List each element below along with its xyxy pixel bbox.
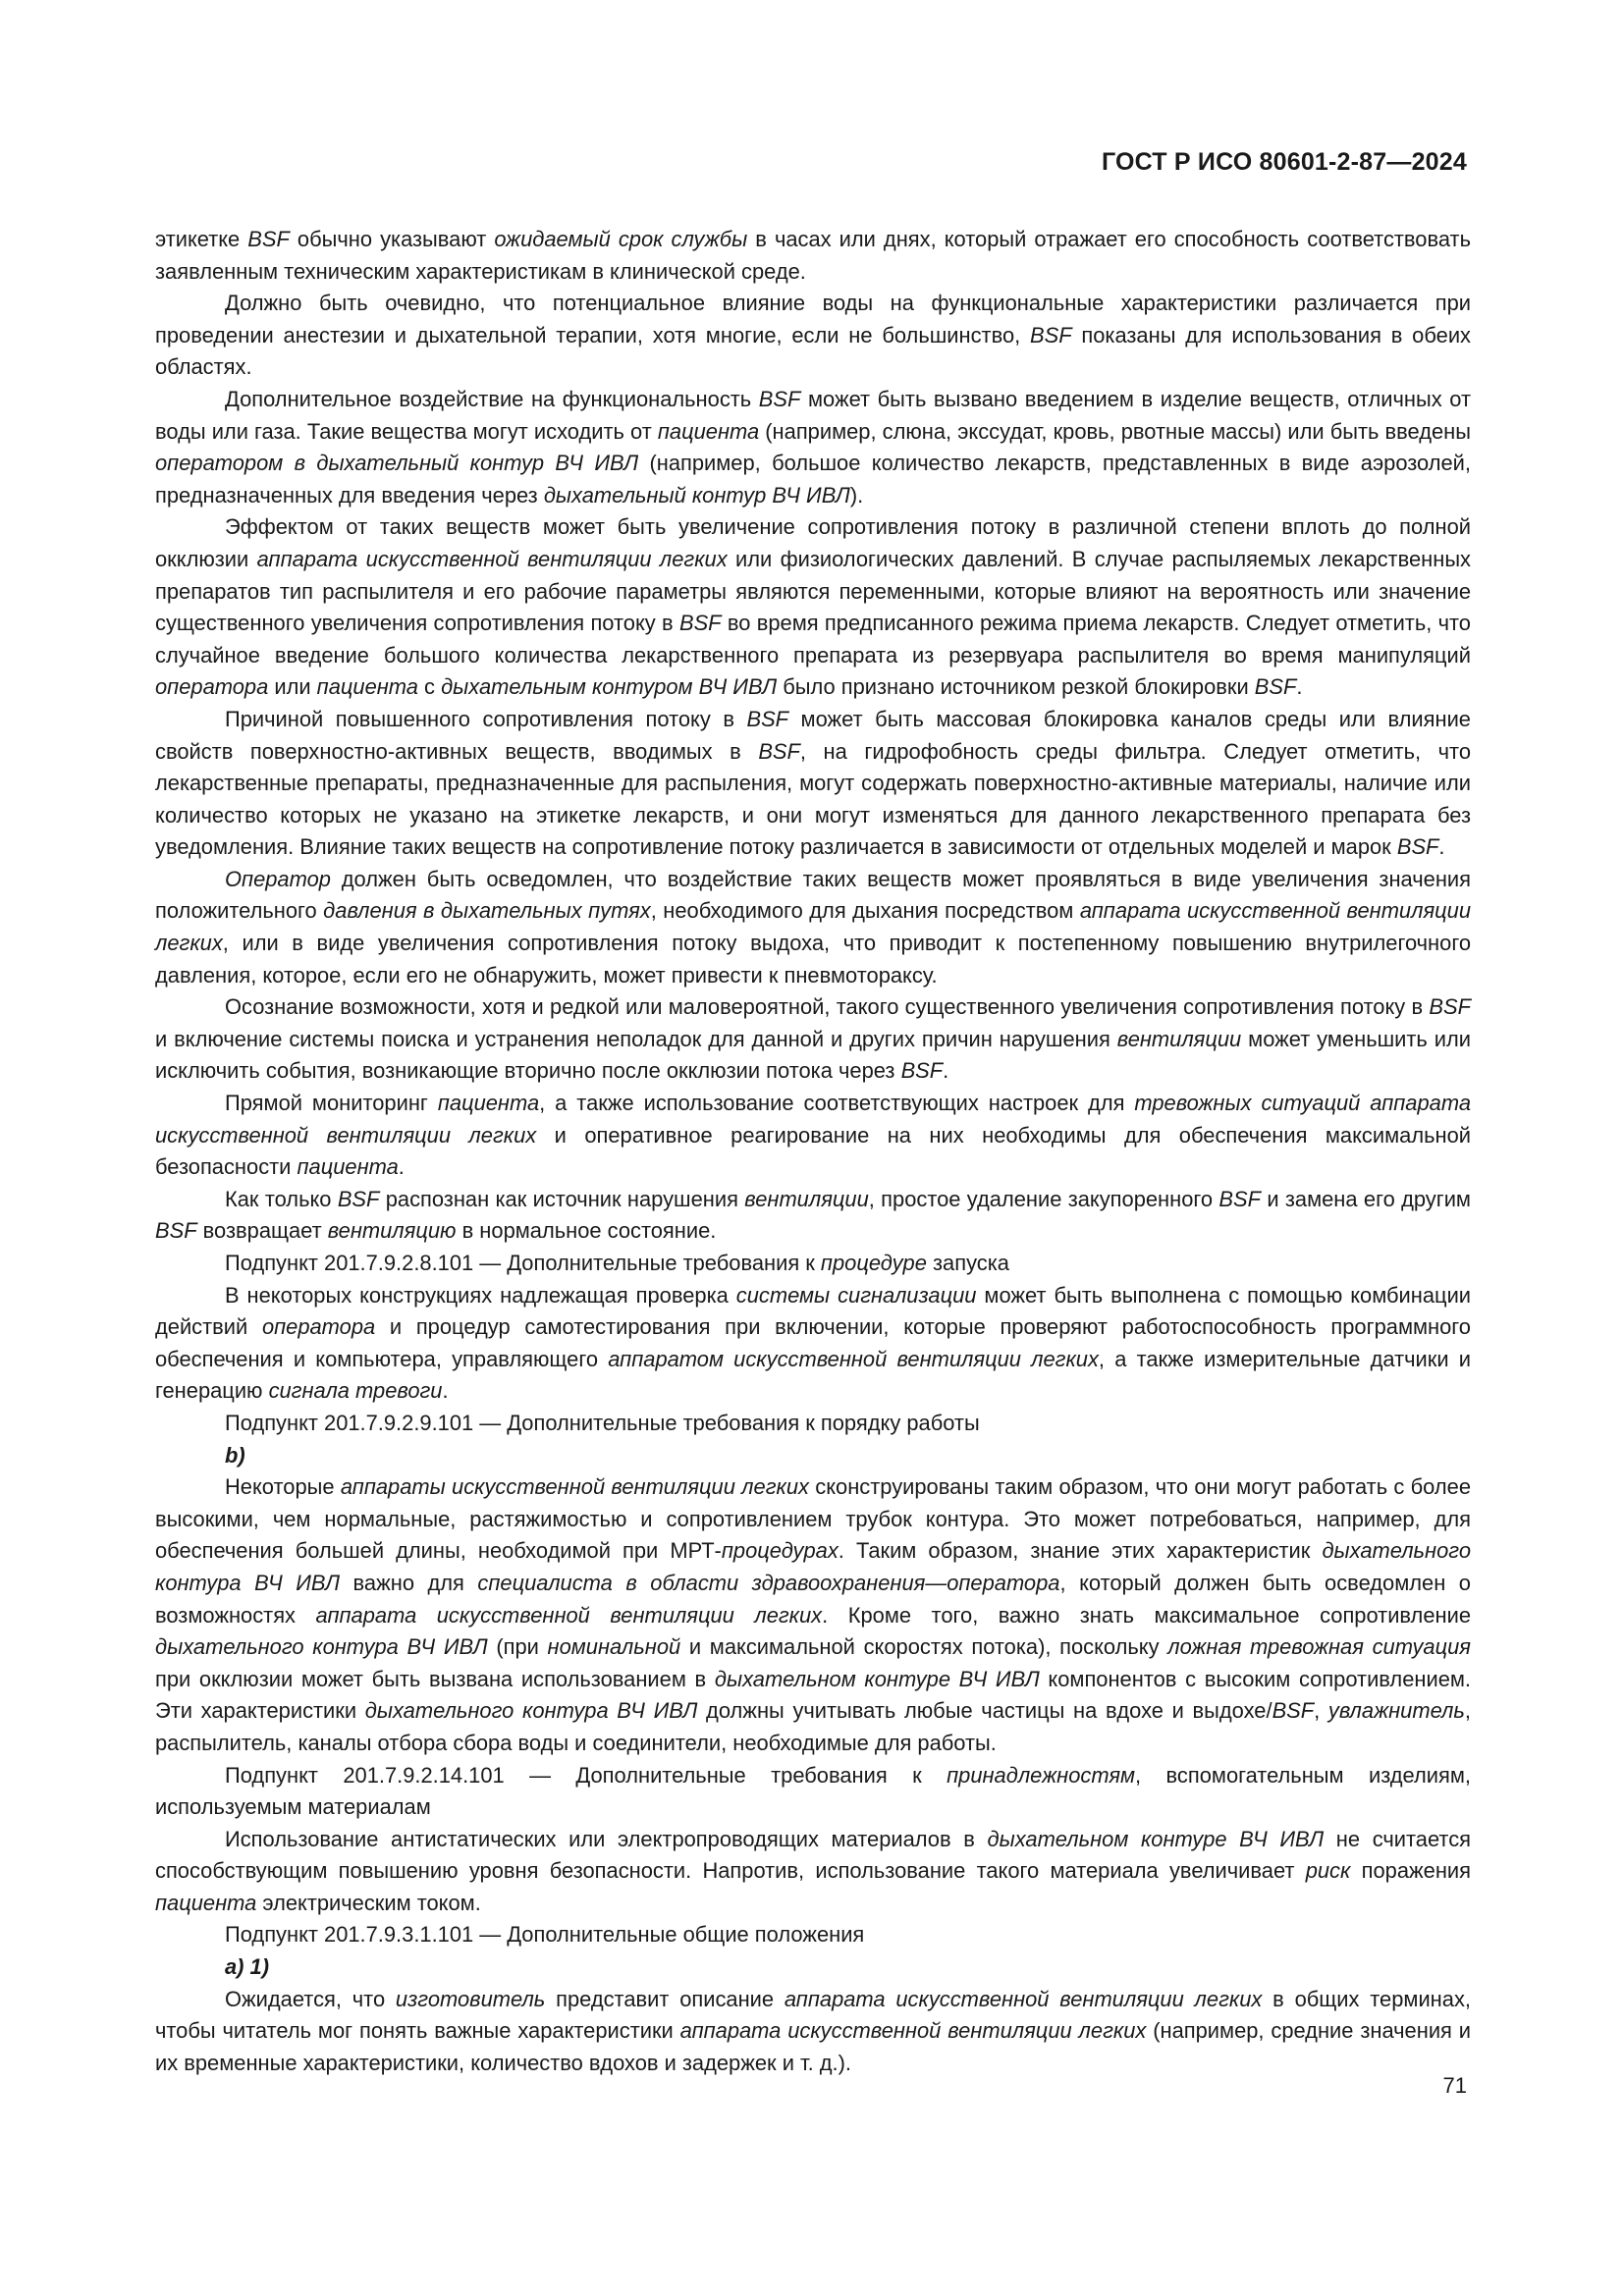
text-run: Прямой мониторинг bbox=[225, 1091, 438, 1116]
paragraph bbox=[155, 1919, 1471, 1951]
text-run: в нормальное состояние. bbox=[456, 1218, 717, 1244]
text-run: ). bbox=[849, 482, 864, 507]
text-run: , распылитель, каналы отбора сбора воды и соединители, необходимые для работы. bbox=[155, 1698, 1471, 1755]
italic-term: пациента bbox=[657, 418, 760, 444]
text-run: распознан как источник нарушения bbox=[379, 1186, 745, 1211]
italic-term: BSF bbox=[678, 611, 722, 636]
text-run: . Таким образом, знание этих характеристик bbox=[838, 1538, 1323, 1564]
italic-term: принадлежностям bbox=[947, 1762, 1136, 1788]
italic-term: BSF bbox=[746, 706, 789, 731]
italic-term: дыхательного контура ВЧ ИВЛ bbox=[364, 1698, 698, 1724]
text-run: возвращает bbox=[196, 1218, 328, 1244]
text-run: Должно быть очевидно, что потенциальное влияние воды на функциональные характеристики различается при проведении анестезии и дыхательной терапии, хотя многие, если не большинство, bbox=[155, 291, 1471, 347]
italic-term: пациента bbox=[297, 1154, 399, 1180]
standard-header: ГОСТ Р ИСО 80601-2-87—2024 bbox=[1101, 148, 1467, 176]
italic-term: Оператор bbox=[225, 866, 331, 891]
italic-term: оператора bbox=[261, 1314, 376, 1340]
italic-term: вентиляции bbox=[1116, 1026, 1242, 1051]
text-run: Дополнительное воздействие на функциональность bbox=[225, 386, 759, 411]
italic-term: BSF bbox=[900, 1058, 944, 1084]
paragraph bbox=[155, 864, 1471, 991]
italic-term: давления в дыхательных путях bbox=[323, 898, 651, 924]
italic-term: аппарата искусственной вентиляции легких bbox=[155, 898, 1472, 956]
paragraph bbox=[155, 1408, 1471, 1440]
text-run: в общих терминах, чтобы читатель мог понять важные характеристики bbox=[155, 1986, 1471, 2044]
text-run: сконструированы таким образом, что они могут работать с более высокими, чем нормальные, растяжимостью и сопротивлением трубок контура. Это может потребоваться, например, для обеспечения большей длины, необходимой при МРТ- bbox=[155, 1474, 1471, 1564]
text-run: не считается способствующим повышению уровня безопасности. Напротив, использование такого материала увеличивает bbox=[155, 1826, 1472, 1884]
italic-term: процедурах bbox=[721, 1538, 839, 1564]
text-run: , который должен быть осведомлен о возможностях bbox=[155, 1570, 1471, 1628]
text-run: , простое удаление закупоренного bbox=[868, 1186, 1219, 1211]
text-run: Подпункт 201.7.9.2.14.101 — Дополнительные требования к bbox=[225, 1762, 947, 1788]
paragraph bbox=[155, 1760, 1471, 1824]
italic-term: изготовитель bbox=[395, 1986, 546, 2011]
italic-term: BSF bbox=[1218, 1186, 1261, 1211]
paragraph bbox=[155, 1984, 1471, 2080]
text-run: (например, слюна, экссудат, кровь, рвотные массы) или быть введены bbox=[759, 418, 1471, 444]
italic-term: дыхательном контуре ВЧ ИВЛ bbox=[714, 1666, 1040, 1691]
italic-term: дыхательным контуром ВЧ ИВЛ bbox=[441, 674, 778, 700]
text-run: . bbox=[1438, 834, 1445, 860]
italic-term: аппарата искусственной вентиляции легких bbox=[679, 2018, 1147, 2044]
list-item-label bbox=[155, 1951, 1471, 1984]
italic-term: пациента bbox=[316, 674, 418, 700]
text-run: , необходимого для дыхания посредством bbox=[650, 898, 1080, 924]
italic-term: дыхательный контур ВЧ ИВЛ bbox=[543, 482, 850, 507]
text-run: (например, средние значения и их временные характеристики, количество вдохов и задержек и т. д.). bbox=[155, 2018, 1472, 2075]
text-run: должен быть осведомлен, что воздействие таких веществ может проявляться в виде увеличения значения положительного bbox=[155, 866, 1471, 924]
text-run: , bbox=[1314, 1698, 1328, 1724]
text-run: важно для bbox=[340, 1570, 478, 1595]
text-run: и процедур самотестирования при включении, которые проверяют работоспособность программного обеспечения и компьютера, управляющего bbox=[155, 1314, 1471, 1371]
text-run: или физиологических давлений. В случае распыляемых лекарственных препаратов тип распылителя и его рабочие параметры являются переменными, которые влияют на вероятность или значение существенного увеличения сопротивления потоку в bbox=[155, 546, 1471, 636]
italic-term: ложная тревожная ситуация bbox=[1167, 1634, 1471, 1660]
text-run: и замена его другим bbox=[1261, 1186, 1471, 1211]
text-run: показаны для использования в обеих областях. bbox=[155, 322, 1471, 380]
text-run: . bbox=[398, 1154, 405, 1180]
text-run: Ожидается, что bbox=[225, 1986, 396, 2011]
italic-term: BSF bbox=[1272, 1698, 1315, 1724]
text-run: Использование антистатических или электропроводящих материалов в bbox=[225, 1826, 988, 1851]
italic-term: ожидаемый срок службы bbox=[494, 227, 748, 251]
text-run: может быть выполнена с помощью комбинации действий bbox=[155, 1282, 1472, 1340]
paragraph bbox=[155, 511, 1471, 704]
text-run: (при bbox=[487, 1634, 548, 1660]
italic-term: BSF bbox=[1030, 322, 1072, 347]
italic-term: BSF bbox=[758, 738, 800, 764]
italic-term: сигнала тревоги bbox=[268, 1378, 443, 1404]
text-run: , на гидрофобность среды фильтра. Следует отметить, что лекарственные препараты, предназначенные для распыления, могут содержать поверхностно-активные материалы, наличие или количество которых не указано на этикетке лекарств, и они могут изменяться для данного лекарственного препарата без уведомления. Влияние таких веществ на сопротивление потоку различается в зависимости от отдельных моделей и марок bbox=[155, 738, 1471, 860]
text-run: Как только bbox=[225, 1186, 338, 1211]
italic-term: аппарата искусственной вентиляции легких bbox=[315, 1602, 823, 1628]
italic-term: аппараты искусственной вентиляции легких bbox=[340, 1474, 809, 1500]
italic-term: BSF bbox=[337, 1186, 380, 1211]
italic-term: аппарата искусственной вентиляции легких bbox=[256, 546, 728, 571]
italic-term: процедуре bbox=[820, 1251, 927, 1275]
text-run: Эффектом от таких веществ может быть увеличение сопротивления потоку в различной степени вплоть до полной окклюзии bbox=[155, 514, 1471, 571]
text-run: должны учитывать любые частицы на вдохе и выдохе/ bbox=[697, 1698, 1272, 1724]
italic-term: аппарата искусственной вентиляции легких bbox=[784, 1986, 1263, 2011]
paragraph bbox=[155, 1280, 1471, 1408]
text-run: Причиной повышенного сопротивления потоку в bbox=[225, 706, 747, 731]
italic-term: риск bbox=[1305, 1858, 1351, 1884]
document-body bbox=[155, 224, 1471, 2079]
text-run: . Кроме того, важно знать максимальное сопротивление bbox=[822, 1602, 1472, 1628]
paragraph bbox=[155, 1248, 1471, 1280]
text-run: и максимальной скоростях потока), поскольку bbox=[680, 1634, 1168, 1660]
text-run: или bbox=[268, 674, 317, 700]
text-run: (например, большое количество лекарств, представленных в виде аэрозолей, предназначенных для введения через bbox=[155, 451, 1471, 507]
paragraph bbox=[155, 704, 1471, 864]
italic-term: пациента bbox=[437, 1091, 540, 1116]
text-run: a) 1) bbox=[225, 1954, 270, 1980]
italic-term: BSF bbox=[1429, 994, 1471, 1020]
paragraph bbox=[155, 1471, 1471, 1759]
paragraph bbox=[155, 1088, 1471, 1184]
text-run: В некоторых конструкциях надлежащая проверка bbox=[225, 1282, 736, 1308]
italic-term: дыхательном контуре ВЧ ИВЛ bbox=[987, 1826, 1325, 1851]
text-run: электрическим током. bbox=[256, 1890, 481, 1915]
text-run: Подпункт 201.7.9.2.9.101 — Дополнительные требования к порядку работы bbox=[225, 1410, 980, 1435]
text-run: Осознание возможности, хотя и редкой или маловероятной, такого существенного увеличения сопротивления потоку в bbox=[225, 994, 1430, 1020]
text-run: поражения bbox=[1350, 1858, 1471, 1884]
text-run: представит описание bbox=[545, 1986, 785, 2011]
text-run: b) bbox=[225, 1442, 245, 1468]
text-run: , или в виде увеличения сопротивления потоку выдоха, что приводит к постепенному повышению внутрилегочного давления, которое, если его не обнаружить, может привести к пневмотораксу. bbox=[155, 931, 1471, 988]
italic-term: вентиляции bbox=[744, 1186, 869, 1211]
italic-term: BSF bbox=[155, 1218, 197, 1244]
text-run: обычно указывают bbox=[289, 227, 495, 251]
text-run: Некоторые bbox=[225, 1474, 341, 1500]
paragraph bbox=[155, 384, 1471, 511]
text-run: , а также использование соответствующих настроек для bbox=[539, 1091, 1135, 1116]
paragraph bbox=[155, 1184, 1471, 1248]
italic-term: BSF bbox=[1396, 834, 1439, 860]
italic-term: пациента bbox=[155, 1890, 257, 1915]
text-run: может быть вызвано введением в изделие веществ, отличных от воды или газа. Такие вещества могут исходить от bbox=[155, 386, 1472, 444]
text-run: . bbox=[943, 1058, 949, 1084]
italic-term: тревожных ситуаций аппарата искусственной вентиляции легких bbox=[155, 1091, 1471, 1148]
text-run: может уменьшить или исключить события, возникающие вторично после окклюзии потока через bbox=[155, 1026, 1471, 1084]
list-item-label bbox=[155, 1440, 1471, 1472]
text-run: при окклюзии может быть вызвана использованием в bbox=[155, 1666, 715, 1691]
paragraph bbox=[155, 1824, 1471, 1920]
italic-term: оператором в дыхательный контур ВЧ ИВЛ bbox=[155, 451, 639, 476]
text-run: . bbox=[442, 1378, 449, 1404]
italic-term: номинальной bbox=[547, 1634, 681, 1660]
italic-term: увлажнитель bbox=[1327, 1698, 1465, 1724]
italic-term: дыхательного контура ВЧ ИВЛ bbox=[155, 1538, 1472, 1595]
italic-term: BSF bbox=[1254, 674, 1297, 700]
text-run: может быть массовая блокировка каналов среды или влияние свойств поверхностно-активных веществ, вводимых в bbox=[155, 706, 1471, 764]
italic-term: системы сигнализации bbox=[735, 1282, 977, 1308]
text-run: было признано источником резкой блокировки bbox=[777, 674, 1255, 700]
text-run: с bbox=[417, 674, 442, 700]
text-run: , вспомогательным изделиям, используемым материалам bbox=[155, 1762, 1471, 1820]
paragraph bbox=[155, 288, 1471, 384]
paragraph bbox=[155, 224, 1471, 288]
italic-term: специалиста в области здравоохранения—оператора bbox=[477, 1570, 1060, 1595]
text-run: . bbox=[1296, 674, 1303, 700]
italic-term: аппаратом искусственной вентиляции легких bbox=[608, 1346, 1099, 1371]
text-run: компонентов с высоким сопротивлением. Эти характеристики bbox=[155, 1666, 1471, 1724]
italic-term: дыхательного контура ВЧ ИВЛ bbox=[155, 1634, 488, 1660]
text-run: Подпункт 201.7.9.3.1.101 — Дополнительные общие положения bbox=[225, 1922, 865, 1948]
text-run: и оперативное реагирование на них необходимы для обеспечения максимальной безопасности bbox=[155, 1122, 1471, 1180]
paragraph bbox=[155, 991, 1471, 1088]
text-run: этикетке bbox=[155, 227, 248, 251]
italic-term: BSF bbox=[758, 386, 801, 411]
italic-term: вентиляцию bbox=[327, 1218, 457, 1244]
italic-term: оператора bbox=[155, 674, 269, 700]
italic-term: BSF bbox=[247, 227, 290, 251]
text-run: Подпункт 201.7.9.2.8.101 — Дополнительные требования к bbox=[225, 1251, 821, 1275]
text-run: в часах или днях, который отражает его способность соответствовать заявленным техническим характеристикам в клинической среде. bbox=[155, 227, 1471, 284]
text-run: во время предписанного режима приема лекарств. Следует отметить, что случайное введение большого количества лекарственного препарата из резервуара распылителя во время манипуляций bbox=[155, 611, 1471, 667]
text-run: запуска bbox=[926, 1251, 1009, 1275]
page-number: 71 bbox=[1442, 2073, 1467, 2098]
text-run: и включение системы поиска и устранения неполадок для данной и других причин нарушения bbox=[155, 1026, 1117, 1051]
text-run: , а также измерительные датчики и генерацию bbox=[155, 1346, 1471, 1404]
